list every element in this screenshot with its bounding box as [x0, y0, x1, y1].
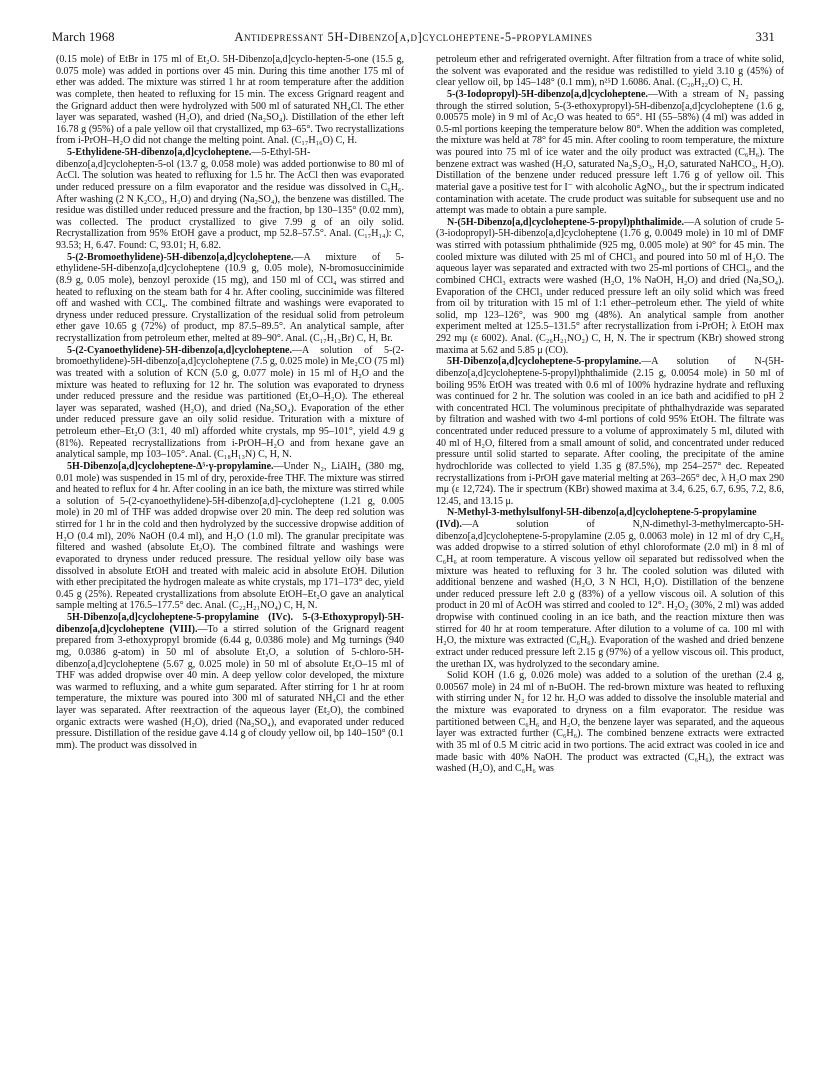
compound-heading: 5-(2-Bromoethylidene)-5H-dibenzo[a,d]cycloheptene. — [67, 251, 294, 263]
header-date: March 1968 — [52, 30, 115, 44]
compound-heading: 5H-Dibenzo[a,d]cycloheptene-Δ⁵·γ-propylamine. — [67, 460, 274, 472]
paragraph: 5-(2-Cyanoethylidene)-5H-dibenzo[a,d]cycloheptene.—A solution of 5-(2-bromoethylidene)-5H-dibenzo[a,d]cycloheptene (7.5 g, 0.025 mole) in Me₂CO (75 ml) was treated with a solution of KCN (5.0 g, 0.077 mole) in 15 ml of H₂O and the mixture was heated to refluxing for 12 hr. The solution was evaporated to dryness under reduced pressure and the residue was partitioned (Et₂O–H₂O). The ethereal layer was separated, washed (H₂O), and dried (Na₂SO₄). Evaporation of the ether under reduced pressure gave an oily solid residue. Trituration with a mixture of petroleum ether–Et₂O (3:1, 40 ml) afforded white crystals, mp 95–101°, yield 4.9 g (81%). Repeated recrystallizations from i-PrOH–H₂O and from hexane gave an analytical sample, mp 103–105°. Anal. (C₁₈H₁₃N) C, H, N. — [56, 344, 404, 461]
compound-heading: N-(5H-Dibenzo[a,d]cycloheptene-5-propyl)phthalimide. — [447, 216, 685, 228]
paragraph: Solid KOH (1.6 g, 0.026 mole) was added to a solution of the urethan (2.4 g, 0.00567 mole) in 24 ml of n-BuOH. The red-brown mixture was heated to refluxing with stirring under N₂ for 12 hr. H₂O was added to dissolve the insoluble material and the mixture was evaporated to dryness on a film evaporator. The residue was partitioned between C₆H₆ and H₂O, the benzene layer was separated, and the aqueous layer was extracted further (C₆H₆). The combined benzene extracts were extracted with 35 ml of 0.5 M citric acid in two portions. The acid extract was cooled in ice and made basic with 40% NaOH. The product was extracted (C₆H₆), the extract was washed (H₂O), and C₆H₆ was — [436, 670, 784, 775]
paragraph: (0.15 mole) of EtBr in 175 ml of Et₂O. 5H-Dibenzo[a,d]cyclo-hepten-5-one (15.5 g, 0.075 mole) was added in portions over 45 min. During this time another 175 ml of ether was added. The mixture was stirred 1 hr at room temperature after the addition was complete, then heated to refluxing for 15 min. The excess Grignard reagent and the Grignard adduct then were hydrolyzed with 500 ml of saturated NH₄Cl. The ether layer was separated, washed (H₂O), and dried (Na₂SO₄). Distillation of the ether left 16.78 g (95%) of a pale yellow oil that crystallized, mp 63–65°. Two recrystallizations from i-PrOH–H₂O did not change the melting point. Anal. (C₁₇H₁₆O) C, H. — [56, 54, 404, 147]
paragraph: N-(5H-Dibenzo[a,d]cycloheptene-5-propyl)phthalimide.—A solution of crude 5-(3-iodopropyl)-5H-dibenzo[a,d]cycloheptene (1.76 g, 0.0049 mole) in 10 ml of DMF was stirred with potassium phthalimide (925 mg, 0.005 mole) at 90° for 45 min. The cooled mixture was diluted with 25 ml of CHCl₃ and poured into 50 ml of H₂O. The aqueous layer was separated and extracted with two 25-ml portions of CHCl₃, and the combined CHCl₃ extracts were washed (H₂O, 1% NaOH, H₂O) and dried (Na₂SO₄). Evaporation of the CHCl₃ under reduced pressure left an oily solid which was freed from oil by trituration with 15 ml of 1:1 ether–petroleum ether. The yield of white solid, mp 123–126°, was 900 mg (48%). An analytical sample from another experiment melted at 125.5–131.5° after recrystallization from i-PrOH; λ EtOH max 292 mμ (ε 6002). Anal. (C₂₆H₂₁NO₂) C, H, N. The ir spectrum (KBr) showed strong maxima at 5.62 and 5.85 μ (CO). — [436, 216, 784, 356]
compound-heading: 5-(3-Iodopropyl)-5H-dibenzo[a,d]cycloheptene. — [447, 88, 648, 100]
running-header — [52, 30, 775, 48]
paragraph: 5H-Dibenzo[a,d]cycloheptene-Δ⁵·γ-propylamine.—Under N₂, LiAlH₄ (380 mg, 0.01 mole) was suspended in 15 ml of dry, peroxide-free THF. The mixture was stirred and heated to reflux for 4 hr. After cooling in an ice bath, the mixture was stirred while a solution of 5-(2-cyanoethylidene)-5H-dibenzo[a,d]-cycloheptene (1.21 g, 0.005 mole) in 20 ml of THF was added dropwise over 20 min. The deep red solution was stirred for 1 hr in the cold and then hydrolyzed by the successive dropwise addition of H₂O (0.4 ml), 20% NaOH (0.4 ml), and H₂O (1.0 ml). The granular precipitate was filtered and washed (absolute Et₂O). The combined filtrate and washings were evaporated to dryness under reduced pressure. The residual yellow oily base was dissolved in absolute EtOH and treated with maleic acid in absolute EtOH. Dilution with ether precipitated the hydrogen maleate as white crystals, mp 171–173° dec, yield 0.45 g (25%). Repeated crystallizations from absolute EtOH–Et₂O gave an analytical sample melting at 176.5–177.5° dec. Anal. (C₂₂H₂₁NO₄) C, H, N. — [56, 460, 404, 612]
compound-heading: 5H-Dibenzo[a,d]cycloheptene-5-propylamine. — [447, 356, 642, 368]
right-column — [436, 54, 784, 775]
paragraph: 5H-Dibenzo[a,d]cycloheptene-5-propylamine (IVc). 5-(3-Ethoxypropyl)-5H-dibenzo[a,d]cycloheptene (VIII).—To a stirred solution of the Grignard reagent prepared from 3-ethoxypropyl bromide (6.44 g, 0.0386 mole) and Mg turnings (940 mg, 0.0386 g-atom) in 50 ml of absolute Et₂O, a solution of 5-chloro-5H-dibenzo[a,d]cycloheptene (5.67 g, 0.025 mole) in 50 ml of absolute Et₂O–15 ml of THF was added dropwise over 40 min. A deep yellow color developed, the mixture was warmed to refluxing, and a white gum separated. After stirring for 1 hr at room temperature, the mixture was poured into 300 ml of saturated NH₄Cl and the ether layer was separated. After reextraction of the aqueous layer (Et₂O), the combined organic extracts were washed (H₂O), dried (Na₂SO₄), and evaporated under reduced pressure. Distillation of the residue gave 4.14 g of cloudy yellow oil, bp 140–150° (0.1 mm). The product was dissolved in — [56, 612, 404, 751]
left-column — [56, 54, 404, 752]
paragraph: N-Methyl-3-methylsulfonyl-5H-dibenzo[a,d]cycloheptene-5-propylamine (IVd).—A solution of N,N-dimethyl-3-methylmercapto-5H-dibenzo[a,d]cycloheptene-5-propylamine (2.05 g, 0.0063 mole) in 12 ml of dry C₆H₆ was added dropwise to a stirred solution of ethyl chloroformate (2.0 ml) in 8 ml of C₆H₆ at room temperature. A viscous yellow oil separated but redissolved when the mixture was heated to refluxing for 3 hr. The cooled solution was diluted with additional benzene and washed (H₂O, 3 N HCl, H₂O). Distillation of the benzene under reduced pressure left 2.0 g (83%) of a yellow viscous oil. A solution of this product in 20 ml of AcOH was stirred and cooled to 12°. H₂O₂ (30%, 2 ml) was added dropwise with continued cooling in an ice bath, and the reaction mixture then was stirred for 40 hr at room temperature. After dilution to a volume of ca. 100 ml with H₂O, the mixture was extracted (C₆H₆). Evaporation of the washed and dried benzene extract under reduced pressure left 2.15 g (97%) of a yellow viscous oil. This product, the urethan IX, was hydrolyzed to the secondary amine. — [436, 507, 784, 670]
compound-heading: 5-(2-Cyanoethylidene)-5H-dibenzo[a,d]cycloheptene. — [67, 344, 292, 356]
compound-heading: 5-Ethylidene-5H-dibenzo[a,d]cycloheptene. — [67, 147, 252, 158]
paragraph: 5-Ethylidene-5H-dibenzo[a,d]cycloheptene.—5-Ethyl-5H-dibenzo[a,d]cyclohepten-5-ol (13.7 g, 0.058 mole) was added portionwise to 80 ml of AcCl. The solution was heated to refluxing for 1.5 hr. The AcCl then was evaporated under reduced pressure on a film evaporator and the residue was dissolved in C₆H₆. After washing (2 N K₂CO₃, H₂O) and drying (Na₂SO₄), the benzene was distilled. The residue was distilled under reduced pressure and the fraction, bp 130–135° (0.02 mm), was collected. The product crystallized to give 7.99 g of an oily solid. Recrystallization from 95% EtOH gave a product, mp 52.8–57.5°. Anal. (C₁₇H₁₄): C, 93.53; H, 6.47. Found: C, 93.01; H, 6.82. — [56, 147, 404, 251]
header-title: Antidepressant 5H-Dibenzo[a,d]cycloheptene-5-propylamines — [234, 30, 593, 44]
paragraph: 5H-Dibenzo[a,d]cycloheptene-5-propylamine.—A solution of N-(5H-dibenzo[a,d]cycloheptene-5-propyl)phthalimide (2.15 g, 0.0054 mole) in 50 ml of boiling 95% EtOH was treated with 0.6 ml of 100% hydrazine hydrate and refluxing was continued for 2 hr. The solution was cooled in an ice bath and acidified to pH 2 with concentrated HCl. The voluminous precipitate of phthalhydrazide was separated by filtration and washed with two 4-ml portions of cold 95% EtOH. The filtrate was concentrated under reduced pressure to a volume of approximately 5 ml, diluted with 40 ml of H₂O, filtered from a small amount of solid, and concentrated under reduced pressure until solid started to separate. After cooling, the precipitate of the amine hydrochloride was collected to yield 1.35 g (87.5%), mp 254–257° dec. Repeated recrystallizations from i-PrOH gave material melting at 263–265° dec, λ H₂O max 290 mμ (ε 12,724). The ir spectrum (KBr) showed maxima at 3.4, 6.25, 6.7, 6.95, 7.2, 8.6, 12.45, and 13.15 μ. — [436, 356, 784, 507]
paragraph: 5-(3-Iodopropyl)-5H-dibenzo[a,d]cycloheptene.—With a stream of N₂ passing through the stirred solution, 5-(3-ethoxypropyl)-5H-dibenzo[a,d]cycloheptene (1.6 g, 0.00575 mole) in 9 ml of Ac₂O was heated to 65°. HI (55–58%) (4 ml) was added in 0.5-ml portions keeping the temperature below 80°. When the addition was completed, the mixture was held at 78° for 45 min. After cooling to room temperature, the mixture was poured into 75 ml of ice water and the oily product was extracted (C₆H₆). The benzene extract was washed (H₂O, saturated Na₂S₂O₃, H₂O, saturated NaHCO₃, H₂O). Distillation of the benzene under reduced pressure left 1.76 g of yellow oil. This material gave a positive test for I⁻ with alcoholic AgNO₃, but the ir spectrum indicated contamination with acetate. The crude product was suitable for subsequent use and no attempt was made to obtain a pure sample. — [436, 88, 784, 217]
page-number: 331 — [755, 30, 775, 44]
paragraph: 5-(2-Bromoethylidene)-5H-dibenzo[a,d]cycloheptene.—A mixture of 5-ethylidene-5H-dibenzo[a,d]cycloheptene (10.9 g, 0.05 mole), N-bromosuccinimide (8.9 g, 0.05 mole), benzoyl peroxide (15 mg), and 150 ml of CCl₄ was stirred and heated to refluxing on the steam bath for 4 hr. After cooling, succinimide was filtered off and washed with CCl₄. The combined filtrate and washings were evaporated to dryness under reduced pressure. Crystallization of the residual solid from petroleum ether gave 10.65 g (72%) of product, mp 87.5–89.5°. An analytical sample, after recrystallization from petroleum ether, melted at 89–90°. Anal. (C₁₇H₁₃Br) C, H, Br. — [56, 251, 404, 344]
compound-heading: N-Methyl-3-methylsulfonyl-5H-dibenzo[a,d]cycloheptene-5-propylamine (IVd). — [436, 507, 757, 530]
paragraph: petroleum ether and refrigerated overnight. After filtration from a trace of white solid, the solvent was evaporated and the residue was redistilled to yield 3.10 g (45%) of clear yellow oil, bp 145–148° (0.1 mm), n²⁵D 1.6086. Anal. (C₂₀H₂₂O) C, H. — [436, 54, 784, 89]
compound-heading: 5H-Dibenzo[a,d]cycloheptene-5-propylamine (IVc). 5-(3-Ethoxypropyl)-5H-dibenzo[a,d]cycloheptene (VIII). — [56, 612, 404, 635]
